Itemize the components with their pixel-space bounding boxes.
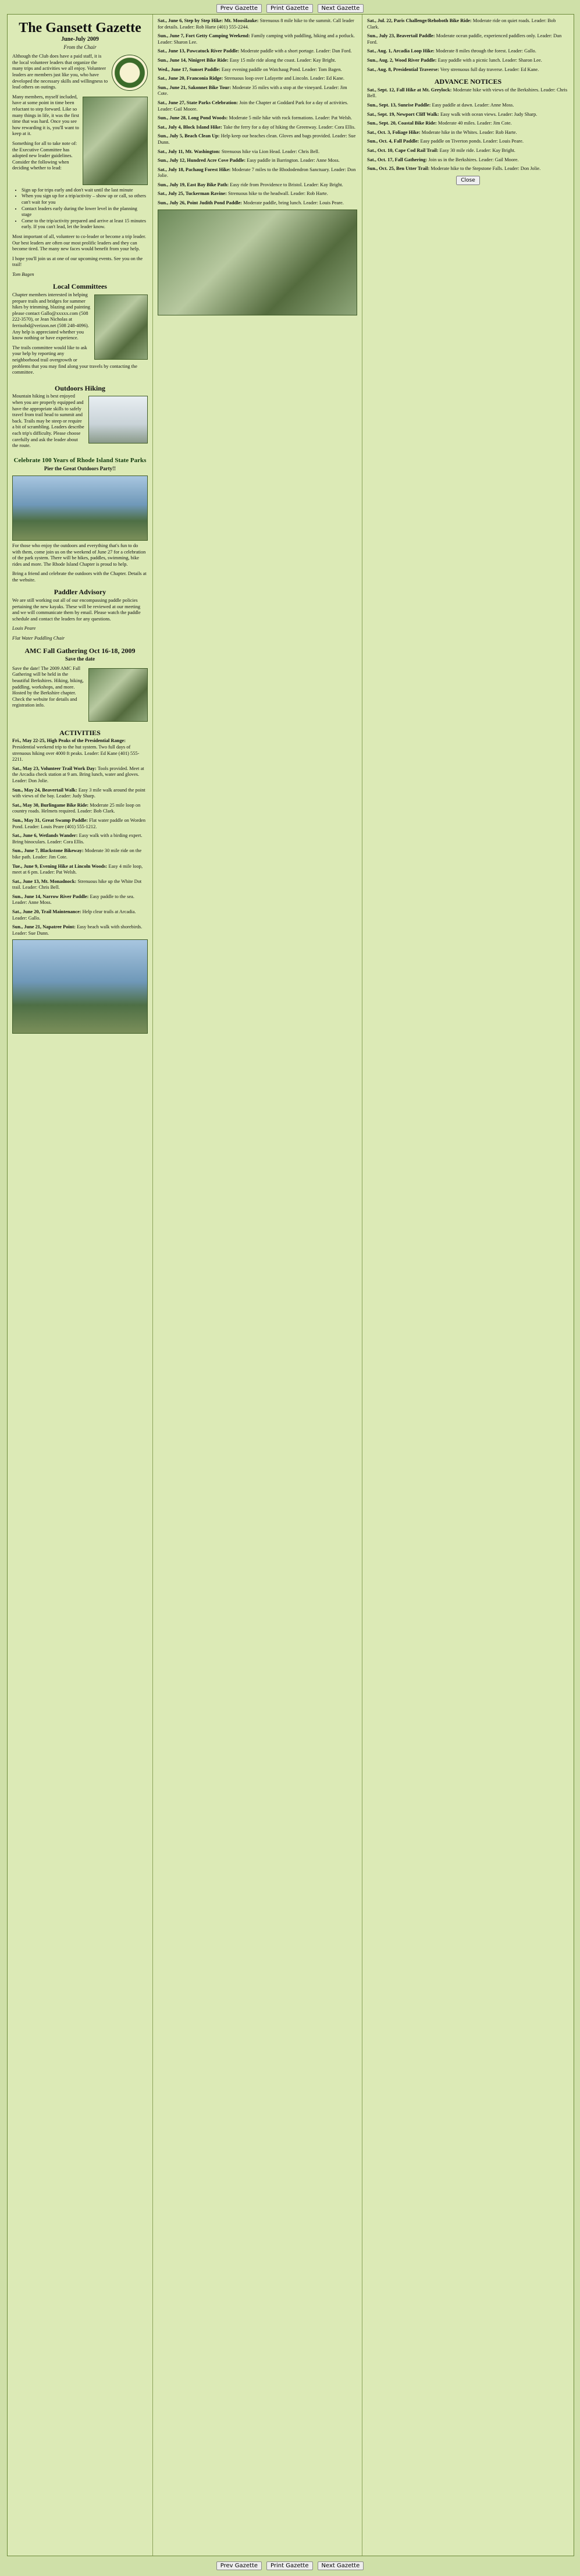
activities-heading: ACTIVITIES (59, 728, 101, 737)
activity-text: Moderate 35 miles with a stop at the vineyard. Leader: Jim Cote. (158, 84, 347, 97)
activity-text: Easy beach walk with shorebirds. Leader: Sue Dunn. (12, 924, 143, 936)
activity-title: Sun., Aug. 2, Wood River Paddle: (367, 57, 437, 63)
activity-item (367, 33, 569, 45)
chair-paragraph-1: Although the Club does have a paid staff, it is the local volunteer leaders that organize the many trips and activities we all enjoy. Volunteer leaders are members just like you, who have developed the necessary skills and willingness to lead others on outings. (12, 54, 108, 90)
paddler-advisory-text: We are still working out all of our encompassing paddle policies pertaining the new kayaks. These will be reviewed at our meeting and we will communicate them by email. Please watch the paddle schedule and contact the leaders for any questions. (12, 598, 141, 622)
top-nav (0, 2, 580, 13)
chair-paragraph-3: Something for all to take note of: the Executive Committee has adopted new leader guidelines. Consider the following when deciding whether to lead: (12, 140, 77, 171)
chair-paragraph-2: Many members, myself included, have at some point in time been reluctant to step forward. Like so many things in life, it was the first time that was hard. Once you see how rewarding it is, you'll want to keep at it. (12, 94, 79, 137)
activity-item (367, 157, 569, 164)
activity-title: Sun., June 14, Narrow River Paddle: (12, 893, 89, 899)
activity-text: Moderate 40 miles. Leader: Jim Cote. (437, 120, 512, 126)
activity-title: Sat., June 20, Trail Maintenance: (12, 909, 81, 915)
activity-item (158, 167, 357, 179)
activity-text: Easy ride from Providence to Bristol. Leader: Kay Bright. (230, 182, 343, 187)
activity-title: Sat., July 18, Pachaug Forest Hike: (158, 166, 231, 172)
activity-text: Easy paddle with a picnic lunch. Leader: Sharon Lee. (437, 57, 542, 63)
trail-photo (158, 210, 357, 315)
activity-text: Easy paddle in Barrington. Leader: Anne Moss. (247, 158, 340, 164)
activity-item (367, 139, 569, 145)
activity-text: Easy 30 mile ride. Leader: Kay Bright. (439, 147, 515, 153)
activity-item (367, 102, 569, 109)
activity-item (12, 833, 148, 845)
activity-item (367, 67, 569, 73)
activity-item (12, 864, 148, 876)
activity-title: Sun., May 24, Beavertail Walk: (12, 787, 77, 793)
activity-text: Moderate paddle with a short portage. Leader: Dan Ford. (240, 48, 352, 54)
from-the-chair-heading: From the Chair (63, 44, 97, 50)
next-gazette-button-bottom[interactable]: Next Gazette (318, 2561, 364, 2570)
activity-title: Sun., July 5, Beach Clean Up: (158, 133, 220, 139)
activity-item (12, 848, 148, 860)
activity-text: Very strenuous full day traverse. Leader: Ed Kane. (440, 66, 539, 72)
activity-title: Sat., June 13, Pawcatuck River Paddle: (158, 48, 240, 54)
activity-title: Sat., Oct. 10, Cape Cod Rail Trail: (367, 147, 439, 153)
activity-item (158, 191, 357, 197)
activity-text: Moderate 5 mile hike with rock formations. Leader: Pat Welsh. (229, 115, 353, 121)
activity-title: Sun., July 19, East Bay Bike Path: (158, 182, 229, 187)
activity-text: Strenuous hike to the headwall. Leader: Rob Harte. (228, 191, 328, 197)
activity-text: Join the Chapter at Goddard Park for a day of activities. Leader: Gail Moore. (158, 100, 348, 112)
activity-text: Help keep our beaches clean. Gloves and bags provided. Leader: Sue Dunn. (158, 133, 356, 145)
amc-gathering-heading: AMC Fall Gathering Oct 16-18, 2009 (24, 646, 136, 655)
committee-photo (94, 294, 148, 360)
activity-item (367, 130, 569, 136)
chair-photo (83, 97, 148, 185)
activity-text: Tools provided. Meet at the Arcadia check station at 9 am. Bring lunch, water and gloves. Leader: Don Jolie. (12, 765, 144, 783)
activity-title: Sat., July 25, Tuckerman Ravine: (158, 191, 227, 197)
activity-title: Sat., June 20, Franconia Ridge: (158, 76, 223, 81)
activity-text: Strenuous 8 mile hike to the summit. Call leader for details. Leader: Rob Harte (401) 555-2244. (158, 18, 354, 30)
activity-item (12, 909, 148, 921)
prev-gazette-button[interactable]: Prev Gazette (216, 4, 262, 13)
paddler-signature-title: Flat Water Paddling Chair (12, 636, 65, 641)
bottom-nav (0, 2560, 580, 2570)
paddler-signature: Louis Peare (12, 626, 36, 631)
activity-title: Sun., July 12, Hundred Acre Cove Paddle: (158, 158, 246, 164)
gathering-photo (88, 668, 148, 722)
hiking-photo (88, 396, 148, 443)
outdoor-hiking-heading: Outdoors Hiking (54, 384, 106, 392)
celebrate-text-2: Bring a friend and celebrate the outdoors with the Chapter. Details at the website. (12, 571, 147, 583)
activity-item (158, 48, 357, 55)
celebrate-text: For those who enjoy the outdoors and everything that's fun to do with them, come join us on the weekend of June 27 for a celebration of the park system. There will be hikes, paddles, swimming, bike rides and more. The Rhode Island Chapter is proud to help. (12, 542, 146, 567)
print-gazette-button-bottom[interactable]: Print Gazette (266, 2561, 312, 2570)
activity-text: Easy 3 mile walk around the point with views of the bay. Leader: Judy Sharp. (12, 787, 145, 799)
activity-text: Strenuous loop over Lafayette and Lincoln. Leader: Ed Kane. (224, 76, 344, 81)
amc-gathering-text: Save the date! The 2009 AMC Fall Gathering will be held in the beautiful Berkshires. Hiking, biking, paddling, workshops, and more. Hosted by the Berkshire chapter. Check the website for details and registration info. (12, 665, 84, 708)
activity-title: Wed., June 17, Sunset Paddle: (158, 66, 220, 72)
activity-title: Sat., June 13, Mt. Monadnock: (12, 878, 77, 884)
activity-text: Easy paddle on Tiverton ponds. Leader: Louis Peare. (420, 139, 524, 144)
activity-title: Sat., July 4, Block Island Hike: (158, 124, 222, 130)
activity-title: Sat., Sept. 12, Fall Hike at Mt. Greylock: (367, 87, 452, 93)
activity-text: Moderate 25 mile loop on country roads. Helmets required. Leader: Bob Clark. (12, 802, 141, 814)
activity-item (12, 818, 148, 830)
chair-bullet: • Come to the trip/activity prepared and arrive at least 15 minutes early. If you can't lead, let the leader know. (22, 218, 148, 230)
activity-item (367, 148, 569, 154)
activity-item (158, 158, 357, 164)
column-1 (8, 15, 153, 2556)
activity-item (158, 100, 357, 112)
activity-title: Sun., Oct. 25, Ben Utter Trail: (367, 166, 430, 172)
activity-text: Moderate ocean paddle, experienced paddlers only. Leader: Dan Ford. (367, 33, 562, 45)
activity-item (158, 149, 357, 155)
celebrate-subheading: Pier the Great Outdoors Party!! (44, 466, 116, 472)
activity-title: Sun., June 21, Sakonnet Bike Tour: (158, 84, 232, 90)
activity-item (367, 112, 569, 118)
activity-item (367, 58, 569, 64)
activity-title: Sun., June 21, Napatree Point: (12, 924, 76, 930)
print-gazette-button[interactable]: Print Gazette (266, 4, 312, 13)
activity-list-col3 (367, 18, 569, 73)
activity-title: Sat., June 6, Step by Step Hike: Mt. Moosilauke: (158, 18, 259, 23)
activity-title: Sat., May 23, Volunteer Trail Work Day: (12, 765, 97, 771)
masthead-title: The Gansett Gazette (19, 20, 141, 36)
activity-item (12, 894, 148, 906)
activity-item (367, 48, 569, 55)
activity-title: Sat., Aug. 1, Arcadia Loop Hike: (367, 48, 435, 54)
activity-text: Moderate 8 miles through the forest. Leader: Gallo. (436, 48, 536, 54)
activity-title: Sat., Jul. 22, Paris Challenge/Rehoboth Bike Ride: (367, 18, 472, 23)
activity-item (367, 87, 569, 100)
activity-item (367, 166, 569, 172)
activity-text: Moderate hike in the Whites. Leader: Rob Harte. (421, 129, 517, 135)
activity-title: Sat., July 11, Mt. Washington: (158, 148, 220, 154)
activity-title: Sat., Oct. 3, Foliage Hike: (367, 129, 421, 135)
activity-item (158, 182, 357, 189)
chair-bullet: • Contact leaders early during the lower level in the planning stage (22, 206, 148, 218)
chair-signature: Tom Bagen (12, 271, 34, 277)
advance-notices-heading: ADVANCE NOTICES (434, 77, 502, 86)
activity-item (12, 879, 148, 891)
activity-item (12, 787, 148, 800)
chair-bullets (22, 187, 148, 230)
activity-item (158, 125, 357, 131)
activity-item (158, 33, 357, 45)
activity-text: Presidential weekend trip to the hut system. Two full days of strenuous hiking over 4000 ft peaks. Leader: Ed Kane (401) 555-2211. (12, 744, 140, 762)
issue-date: June-July 2009 (61, 36, 99, 42)
activity-list-col2 (158, 18, 357, 207)
activity-title: Sun., May 31, Great Swamp Paddle: (12, 817, 88, 823)
activity-item (12, 738, 148, 762)
activity-list-col1 (12, 738, 148, 936)
activity-text: Strenuous hike up the White Dot trail. Leader: Chris Bell. (12, 878, 142, 890)
chair-paragraph-4: Most important of all, volunteer to co-leader or become a trip leader. Our best leaders are often our most prolific leaders and they can become tired. The many new faces would benefit from your help. (12, 233, 146, 252)
activity-item (12, 766, 148, 785)
activity-item (12, 924, 148, 936)
activity-text: Easy 4 mile loop, meet at 6 pm. Leader: Pat Welsh. (12, 863, 143, 875)
activity-title: Sat., Sept. 19, Newport Cliff Walk: (367, 111, 439, 117)
activity-title: Sat., Oct. 17, Fall Gathering: (367, 157, 428, 162)
paddle-photo (12, 939, 148, 1034)
activity-text: Moderate 7 miles to the Rhododendron Sanctuary. Leader: Don Jolie. (158, 166, 356, 179)
activity-text: Easy evening paddle on Watchaug Pond. Leader: Tom Bagen. (221, 66, 342, 72)
paddler-advisory-heading: Paddler Advisory (54, 588, 106, 597)
activity-item (158, 85, 357, 97)
activity-text: Easy paddle at dawn. Leader: Anne Moss. (432, 102, 514, 108)
activity-text: Moderate hike to the Stepstone Falls. Leader: Don Jolie. (430, 166, 541, 172)
chair-paragraph-5: I hope you'll join us at one of our upcoming events. See you on the trail! (12, 256, 143, 268)
activity-title: Sun., June 14, Ninigret Bike Ride: (158, 57, 229, 63)
column-2 (153, 15, 362, 2556)
local-committees-heading: Local Committees (53, 282, 107, 291)
activity-item (158, 76, 357, 82)
activity-text: Easy paddle to the sea. Leader: Anne Moss. (12, 893, 134, 906)
chair-bullet: • When you sign up for a trip/activity – show up or call, so others can't wait for you (22, 193, 148, 205)
activity-text: Help clear trails at Arcadia. Leader: Gallo. (12, 909, 136, 921)
activity-text: Easy walk with ocean views. Leader: Judy Sharp. (440, 111, 538, 117)
activity-item (158, 133, 357, 146)
gazette-page (7, 14, 574, 2556)
activity-title: Sat., Aug. 8, Presidential Traverse: (367, 66, 439, 72)
activity-title: Tue., June 9, Evening Hike at Lincoln Woods: (12, 863, 108, 869)
activity-title: Sun., Oct. 4, Fall Paddle: (367, 139, 419, 144)
outdoor-hiking-text: Mountain hiking is best enjoyed when you are properly equipped and have the appropriate skills to safely travel from trail head to summit and back. Trails may be steep or require a bit of scrambling. Leaders describe each trip's difficulty. Please choose carefully and ask the leader about the route. (12, 393, 84, 449)
amc-gathering-subheading: Save the date (65, 656, 95, 662)
activity-title: Sun., Sept. 20, Coastal Bike Ride: (367, 120, 437, 126)
activity-text: Easy walk with a birding expert. Bring binoculars. Leader: Cora Ellis. (12, 833, 143, 845)
activity-title: Sat., June 27, State Parks Celebration: (158, 100, 239, 105)
activity-item (367, 18, 569, 30)
activity-text: Moderate 30 mile ride on the bike path. Leader: Jim Cote. (12, 848, 142, 860)
activity-text: Join us in the Berkshires. Leader: Gail Moore. (428, 157, 519, 162)
prev-gazette-button-bottom[interactable]: Prev Gazette (216, 2561, 262, 2570)
activity-text: Moderate paddle, bring lunch. Leader: Louis Peare. (243, 200, 344, 206)
column-3 (362, 15, 574, 2556)
activity-title: Sat., June 6, Wetlands Wander: (12, 833, 78, 839)
activity-item (367, 120, 569, 127)
activity-title: Sun., June 28, Long Pond Woods: (158, 115, 228, 121)
state-park-photo (12, 476, 148, 541)
activity-text: Moderate ride on quiet roads. Leader: Bob Clark. (367, 18, 556, 30)
local-committees-text-2: The trails committee would like to ask your help by reporting any neighborhood trail overgrowth or problems that you may find along your travels by contacting the committee. (12, 345, 137, 375)
amc-logo-icon (112, 55, 148, 91)
activity-text: Take the ferry for a day of hiking the Greenway. Leader: Cora Ellis. (223, 124, 355, 130)
activity-title: Fri., May 22-25, High Peaks of the Presidential Range: (12, 738, 126, 744)
activity-title: Sun., June 7, Fort Getty Camping Weekend: (158, 33, 250, 39)
activity-title: Sun., July 26, Point Judith Pond Paddle: (158, 200, 242, 206)
advance-notices-list (367, 87, 569, 172)
activity-item (12, 803, 148, 815)
activity-title: Sun., June 7, Blackstone Bikeway: (12, 848, 84, 854)
activity-text: Flat water paddle on Worden Pond. Leader: Louis Peare (401) 555-1212. (12, 817, 146, 829)
celebrate-heading: Celebrate 100 Years of Rhode Island State Parks (13, 456, 147, 464)
chair-bullet: • Sign up for trips early and don't wait until the last minute (22, 187, 148, 194)
activity-item (158, 67, 357, 73)
activity-text: Family camping with paddling, hiking and a potluck. Leader: Sharon Lee. (158, 33, 355, 45)
activity-text: Easy 15 mile ride along the coast. Leader: Kay Bright. (229, 57, 336, 63)
activity-text: Moderate hike with views of the Berkshires. Leader: Chris Bell. (367, 87, 568, 99)
activity-title: Sat., May 30, Burlingame Bike Ride: (12, 802, 89, 808)
activity-title: Sun., July 23, Beavertail Paddle: (367, 33, 435, 39)
activity-item (158, 115, 357, 122)
activity-text: Strenuous hike via Lion Head. Leader: Chris Bell. (221, 148, 320, 154)
activity-item (158, 58, 357, 64)
activity-item (158, 200, 357, 207)
local-committees-text: Chapter members interested in helping prepare trails and bridges for summer hikes by trimming, blazing and painting please contact Gallo@xxxxx.com (508 222-3570), or Jean Nicholas at ferrisobd@verizon.net (508 248-4096). Any help is appreciated whether you know nothing or have experience. (12, 292, 90, 341)
activity-title: Sun., Sept. 13, Sunrise Paddle: (367, 102, 431, 108)
next-gazette-button[interactable]: Next Gazette (318, 4, 364, 13)
activity-item (158, 18, 357, 30)
close-button[interactable]: Close (456, 176, 480, 185)
